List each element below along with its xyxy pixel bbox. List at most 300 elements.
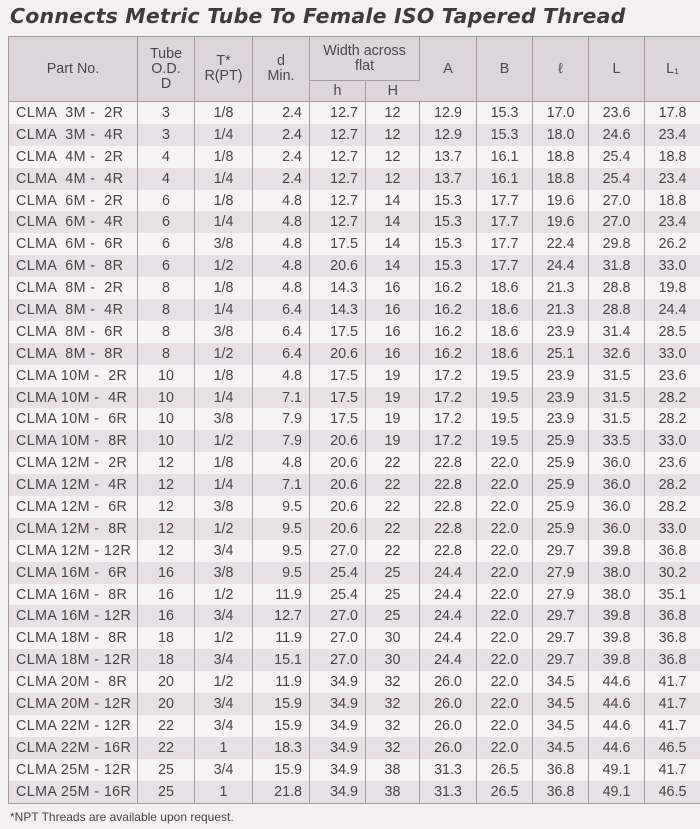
cell-tube-od: 4 — [138, 146, 195, 168]
cell-tube-od: 10 — [138, 408, 195, 430]
cell-d-min: 4.8 — [253, 277, 310, 299]
cell-d-min: 21.8 — [253, 781, 310, 803]
cell-width-h: 34.9 — [310, 715, 366, 737]
cell-thread: 1/8 — [195, 190, 253, 212]
cell-l-small: 19.6 — [533, 190, 589, 212]
cell-b: 18.6 — [477, 277, 533, 299]
cell-tube-od: 12 — [138, 496, 195, 518]
table-row — [9, 124, 700, 146]
cell-thread: 1/2 — [195, 627, 253, 649]
cell-l-small: 18.0 — [533, 124, 589, 146]
cell-a: 26.0 — [420, 715, 477, 737]
cell-part-no: CLMA 16M - 6R — [9, 562, 138, 584]
cell-width-h: 34.9 — [310, 671, 366, 693]
cell-tube-od: 25 — [138, 781, 195, 803]
cell-part-no: CLMA 12M - 6R — [9, 496, 138, 518]
cell-tube-od: 25 — [138, 759, 195, 781]
cell-l: 44.6 — [589, 715, 645, 737]
cell-tube-od: 3 — [138, 124, 195, 146]
cell-width-h: 17.5 — [310, 365, 366, 387]
cell-l1: 46.5 — [645, 737, 700, 759]
cell-width-H: 19 — [366, 387, 420, 409]
cell-l1: 36.8 — [645, 605, 700, 627]
cell-l: 31.5 — [589, 387, 645, 409]
cell-width-h: 14.3 — [310, 299, 366, 321]
table-row — [9, 277, 700, 299]
header-b: B — [477, 37, 533, 102]
cell-d-min: 9.5 — [253, 518, 310, 540]
cell-l: 36.0 — [589, 452, 645, 474]
header-d-min: d Min. — [253, 37, 310, 102]
cell-width-h: 20.6 — [310, 496, 366, 518]
cell-width-h: 12.7 — [310, 211, 366, 233]
cell-b: 22.0 — [477, 518, 533, 540]
cell-thread: 1/4 — [195, 299, 253, 321]
cell-l1: 36.8 — [645, 649, 700, 671]
table-body — [9, 102, 700, 804]
cell-l: 36.0 — [589, 474, 645, 496]
cell-width-H: 22 — [366, 474, 420, 496]
cell-tube-od: 6 — [138, 233, 195, 255]
cell-b: 22.0 — [477, 605, 533, 627]
cell-a: 24.4 — [420, 584, 477, 606]
cell-width-H: 16 — [366, 277, 420, 299]
cell-width-H: 32 — [366, 693, 420, 715]
cell-width-H: 30 — [366, 649, 420, 671]
cell-part-no: CLMA 12M - 12R — [9, 540, 138, 562]
cell-width-h: 34.9 — [310, 737, 366, 759]
table-row — [9, 605, 700, 627]
cell-l: 44.6 — [589, 671, 645, 693]
cell-b: 17.7 — [477, 211, 533, 233]
cell-width-h: 12.7 — [310, 124, 366, 146]
table-row — [9, 649, 700, 671]
cell-width-h: 27.0 — [310, 649, 366, 671]
cell-d-min: 9.5 — [253, 540, 310, 562]
cell-part-no: CLMA 25M - 16R — [9, 781, 138, 803]
cell-width-h: 17.5 — [310, 233, 366, 255]
cell-width-h: 17.5 — [310, 321, 366, 343]
cell-b: 22.0 — [477, 693, 533, 715]
cell-d-min: 11.9 — [253, 671, 310, 693]
cell-l: 44.6 — [589, 693, 645, 715]
cell-width-H: 14 — [366, 211, 420, 233]
cell-width-h: 27.0 — [310, 605, 366, 627]
cell-l-small: 36.8 — [533, 759, 589, 781]
cell-l-small: 25.9 — [533, 474, 589, 496]
cell-width-h: 20.6 — [310, 474, 366, 496]
cell-tube-od: 6 — [138, 190, 195, 212]
table-row — [9, 452, 700, 474]
cell-thread: 1 — [195, 781, 253, 803]
cell-tube-od: 22 — [138, 715, 195, 737]
cell-l: 39.8 — [589, 649, 645, 671]
cell-part-no: CLMA 16M - 8R — [9, 584, 138, 606]
cell-part-no: CLMA 6M - 4R — [9, 211, 138, 233]
cell-tube-od: 10 — [138, 365, 195, 387]
cell-a: 26.0 — [420, 671, 477, 693]
cell-part-no: CLMA 25M - 12R — [9, 759, 138, 781]
cell-width-H: 22 — [366, 518, 420, 540]
cell-thread: 1/4 — [195, 211, 253, 233]
cell-b: 22.0 — [477, 540, 533, 562]
table-row — [9, 759, 700, 781]
cell-l1: 41.7 — [645, 671, 700, 693]
cell-width-H: 30 — [366, 627, 420, 649]
cell-l1: 23.4 — [645, 211, 700, 233]
cell-a: 24.4 — [420, 562, 477, 584]
cell-b: 19.5 — [477, 430, 533, 452]
cell-l: 31.4 — [589, 321, 645, 343]
cell-d-min: 11.9 — [253, 627, 310, 649]
table-row — [9, 321, 700, 343]
cell-a: 15.3 — [420, 190, 477, 212]
cell-l1: 33.0 — [645, 255, 700, 277]
cell-l-small: 24.4 — [533, 255, 589, 277]
cell-l-small: 19.6 — [533, 211, 589, 233]
cell-thread: 1/4 — [195, 124, 253, 146]
cell-l: 44.6 — [589, 737, 645, 759]
cell-width-H: 16 — [366, 321, 420, 343]
cell-b: 18.6 — [477, 321, 533, 343]
cell-l1: 28.2 — [645, 387, 700, 409]
cell-l1: 41.7 — [645, 693, 700, 715]
cell-thread: 3/8 — [195, 496, 253, 518]
cell-l-small: 21.3 — [533, 277, 589, 299]
cell-thread: 1/8 — [195, 277, 253, 299]
cell-width-h: 27.0 — [310, 627, 366, 649]
cell-tube-od: 16 — [138, 562, 195, 584]
table-row — [9, 627, 700, 649]
cell-b: 22.0 — [477, 474, 533, 496]
cell-part-no: CLMA 18M - 8R — [9, 627, 138, 649]
cell-width-h: 12.7 — [310, 146, 366, 168]
cell-b: 16.1 — [477, 168, 533, 190]
cell-l-small: 36.8 — [533, 781, 589, 803]
cell-thread: 3/4 — [195, 693, 253, 715]
cell-l1: 18.8 — [645, 146, 700, 168]
cell-tube-od: 18 — [138, 649, 195, 671]
cell-width-H: 16 — [366, 299, 420, 321]
cell-l: 39.8 — [589, 540, 645, 562]
cell-tube-od: 16 — [138, 584, 195, 606]
cell-d-min: 9.5 — [253, 562, 310, 584]
cell-l-small: 25.1 — [533, 343, 589, 365]
header-l-small: ℓ — [533, 37, 589, 102]
cell-width-H: 12 — [366, 102, 420, 124]
cell-thread: 1/4 — [195, 387, 253, 409]
cell-b: 17.7 — [477, 233, 533, 255]
cell-tube-od: 12 — [138, 474, 195, 496]
cell-a: 22.8 — [420, 496, 477, 518]
cell-a: 13.7 — [420, 146, 477, 168]
cell-l1: 24.4 — [645, 299, 700, 321]
cell-tube-od: 8 — [138, 277, 195, 299]
cell-l-small: 21.3 — [533, 299, 589, 321]
table-row — [9, 540, 700, 562]
table-row — [9, 715, 700, 737]
cell-b: 26.5 — [477, 781, 533, 803]
cell-l1: 36.8 — [645, 540, 700, 562]
cell-l1: 36.8 — [645, 627, 700, 649]
cell-tube-od: 8 — [138, 321, 195, 343]
cell-l-small: 25.9 — [533, 430, 589, 452]
cell-b: 22.0 — [477, 715, 533, 737]
cell-a: 16.2 — [420, 277, 477, 299]
cell-width-h: 12.7 — [310, 168, 366, 190]
cell-l-small: 34.5 — [533, 693, 589, 715]
cell-tube-od: 6 — [138, 211, 195, 233]
cell-thread: 3/4 — [195, 540, 253, 562]
cell-l-small: 34.5 — [533, 671, 589, 693]
cell-a: 12.9 — [420, 124, 477, 146]
cell-b: 26.5 — [477, 759, 533, 781]
cell-d-min: 18.3 — [253, 737, 310, 759]
cell-a: 13.7 — [420, 168, 477, 190]
cell-tube-od: 8 — [138, 343, 195, 365]
cell-thread: 1/4 — [195, 474, 253, 496]
cell-thread: 3/8 — [195, 321, 253, 343]
cell-a: 15.3 — [420, 211, 477, 233]
cell-tube-od: 20 — [138, 693, 195, 715]
table-row — [9, 693, 700, 715]
cell-a: 26.0 — [420, 693, 477, 715]
cell-part-no: CLMA 3M - 4R — [9, 124, 138, 146]
cell-l-small: 29.7 — [533, 627, 589, 649]
cell-width-H: 14 — [366, 255, 420, 277]
cell-b: 17.7 — [477, 255, 533, 277]
cell-width-H: 19 — [366, 365, 420, 387]
cell-part-no: CLMA 20M - 12R — [9, 693, 138, 715]
cell-width-h: 20.6 — [310, 452, 366, 474]
cell-d-min: 15.9 — [253, 759, 310, 781]
cell-l: 36.0 — [589, 518, 645, 540]
cell-d-min: 4.8 — [253, 190, 310, 212]
cell-thread: 3/4 — [195, 759, 253, 781]
cell-a: 16.2 — [420, 299, 477, 321]
cell-width-H: 12 — [366, 168, 420, 190]
cell-l: 38.0 — [589, 584, 645, 606]
cell-width-H: 12 — [366, 146, 420, 168]
cell-width-h: 34.9 — [310, 759, 366, 781]
cell-a: 16.2 — [420, 343, 477, 365]
cell-thread: 3/8 — [195, 408, 253, 430]
cell-part-no: CLMA 3M - 2R — [9, 102, 138, 124]
cell-thread: 3/8 — [195, 562, 253, 584]
cell-l: 38.0 — [589, 562, 645, 584]
header-l1: L₁ — [645, 37, 700, 102]
table-row — [9, 211, 700, 233]
cell-width-H: 22 — [366, 540, 420, 562]
cell-l: 24.6 — [589, 124, 645, 146]
cell-l1: 17.8 — [645, 102, 700, 124]
cell-thread: 3/4 — [195, 715, 253, 737]
cell-b: 19.5 — [477, 387, 533, 409]
footnote: *NPT Threads are available upon request. — [10, 810, 234, 824]
spec-table — [8, 36, 700, 804]
header-tube-od: Tube O.D. D — [138, 37, 195, 102]
cell-a: 22.8 — [420, 474, 477, 496]
cell-d-min: 15.1 — [253, 649, 310, 671]
table-row — [9, 518, 700, 540]
table-row — [9, 781, 700, 803]
cell-a: 24.4 — [420, 649, 477, 671]
cell-thread: 3/8 — [195, 233, 253, 255]
cell-b: 22.0 — [477, 496, 533, 518]
cell-thread: 1/8 — [195, 365, 253, 387]
cell-d-min: 4.8 — [253, 255, 310, 277]
cell-l1: 28.2 — [645, 408, 700, 430]
cell-b: 19.5 — [477, 408, 533, 430]
cell-l-small: 23.9 — [533, 408, 589, 430]
cell-l1: 35.1 — [645, 584, 700, 606]
cell-l-small: 34.5 — [533, 715, 589, 737]
cell-l1: 28.2 — [645, 474, 700, 496]
cell-width-H: 19 — [366, 408, 420, 430]
cell-a: 26.0 — [420, 737, 477, 759]
cell-width-h: 17.5 — [310, 387, 366, 409]
cell-d-min: 4.8 — [253, 211, 310, 233]
cell-part-no: CLMA 16M - 12R — [9, 605, 138, 627]
cell-l: 23.6 — [589, 102, 645, 124]
cell-d-min: 11.9 — [253, 584, 310, 606]
cell-part-no: CLMA 10M - 4R — [9, 387, 138, 409]
cell-a: 16.2 — [420, 321, 477, 343]
cell-l1: 23.4 — [645, 124, 700, 146]
cell-thread: 3/4 — [195, 605, 253, 627]
cell-a: 17.2 — [420, 430, 477, 452]
cell-width-H: 25 — [366, 562, 420, 584]
cell-width-h: 27.0 — [310, 540, 366, 562]
cell-part-no: CLMA 20M - 8R — [9, 671, 138, 693]
cell-d-min: 4.8 — [253, 233, 310, 255]
cell-width-h: 20.6 — [310, 518, 366, 540]
table-header — [9, 37, 700, 102]
cell-tube-od: 18 — [138, 627, 195, 649]
header-l: L — [589, 37, 645, 102]
table-row — [9, 430, 700, 452]
cell-l-small: 18.8 — [533, 146, 589, 168]
cell-thread: 1/2 — [195, 343, 253, 365]
cell-tube-od: 6 — [138, 255, 195, 277]
cell-l: 27.0 — [589, 211, 645, 233]
cell-tube-od: 22 — [138, 737, 195, 759]
cell-l-small: 23.9 — [533, 321, 589, 343]
table-row — [9, 496, 700, 518]
cell-a: 17.2 — [420, 365, 477, 387]
cell-l: 31.5 — [589, 365, 645, 387]
cell-thread: 1/2 — [195, 671, 253, 693]
cell-l1: 30.2 — [645, 562, 700, 584]
cell-thread: 1/2 — [195, 584, 253, 606]
cell-part-no: CLMA 10M - 8R — [9, 430, 138, 452]
cell-a: 31.3 — [420, 781, 477, 803]
cell-thread: 1/8 — [195, 146, 253, 168]
cell-width-h: 20.6 — [310, 343, 366, 365]
cell-part-no: CLMA 12M - 8R — [9, 518, 138, 540]
cell-a: 22.8 — [420, 518, 477, 540]
cell-width-H: 32 — [366, 737, 420, 759]
cell-part-no: CLMA 8M - 8R — [9, 343, 138, 365]
cell-l: 36.0 — [589, 496, 645, 518]
cell-d-min: 7.9 — [253, 430, 310, 452]
cell-l: 31.5 — [589, 408, 645, 430]
table-row — [9, 562, 700, 584]
cell-d-min: 7.1 — [253, 474, 310, 496]
cell-part-no: CLMA 18M - 12R — [9, 649, 138, 671]
cell-l1: 33.0 — [645, 518, 700, 540]
cell-l-small: 29.7 — [533, 649, 589, 671]
cell-a: 12.9 — [420, 102, 477, 124]
cell-tube-od: 3 — [138, 102, 195, 124]
cell-width-H: 25 — [366, 584, 420, 606]
cell-l: 49.1 — [589, 759, 645, 781]
table-row — [9, 737, 700, 759]
cell-width-H: 22 — [366, 452, 420, 474]
cell-b: 18.6 — [477, 343, 533, 365]
cell-width-H: 32 — [366, 671, 420, 693]
cell-width-H: 14 — [366, 233, 420, 255]
cell-b: 22.0 — [477, 584, 533, 606]
table-row — [9, 584, 700, 606]
cell-tube-od: 10 — [138, 430, 195, 452]
table-row — [9, 168, 700, 190]
cell-b: 22.0 — [477, 562, 533, 584]
cell-part-no: CLMA 4M - 4R — [9, 168, 138, 190]
cell-part-no: CLMA 8M - 6R — [9, 321, 138, 343]
cell-l-small: 18.8 — [533, 168, 589, 190]
table-row — [9, 387, 700, 409]
header-h: H — [366, 81, 420, 102]
cell-l: 31.8 — [589, 255, 645, 277]
cell-width-H: 22 — [366, 496, 420, 518]
cell-tube-od: 12 — [138, 518, 195, 540]
cell-b: 22.0 — [477, 737, 533, 759]
cell-width-H: 38 — [366, 759, 420, 781]
cell-a: 24.4 — [420, 627, 477, 649]
cell-width-h: 20.6 — [310, 255, 366, 277]
cell-part-no: CLMA 10M - 2R — [9, 365, 138, 387]
cell-d-min: 2.4 — [253, 102, 310, 124]
cell-width-h: 14.3 — [310, 277, 366, 299]
cell-part-no: CLMA 8M - 4R — [9, 299, 138, 321]
cell-l: 39.8 — [589, 627, 645, 649]
cell-d-min: 2.4 — [253, 168, 310, 190]
cell-d-min: 2.4 — [253, 124, 310, 146]
table-row — [9, 146, 700, 168]
table-row — [9, 474, 700, 496]
cell-part-no: CLMA 6M - 6R — [9, 233, 138, 255]
cell-l-small: 23.9 — [533, 365, 589, 387]
cell-a: 22.8 — [420, 452, 477, 474]
cell-l1: 28.5 — [645, 321, 700, 343]
cell-l-small: 29.7 — [533, 605, 589, 627]
table-row — [9, 233, 700, 255]
cell-a: 24.4 — [420, 605, 477, 627]
cell-width-h: 17.5 — [310, 408, 366, 430]
table-row — [9, 299, 700, 321]
cell-thread: 1/2 — [195, 255, 253, 277]
cell-d-min: 2.4 — [253, 146, 310, 168]
cell-l-small: 17.0 — [533, 102, 589, 124]
cell-l-small: 29.7 — [533, 540, 589, 562]
cell-a: 17.2 — [420, 387, 477, 409]
cell-l: 33.5 — [589, 430, 645, 452]
header-thread-t: T* R(PT) — [195, 37, 253, 102]
cell-thread: 1/8 — [195, 452, 253, 474]
table-row — [9, 102, 700, 124]
table-row — [9, 190, 700, 212]
